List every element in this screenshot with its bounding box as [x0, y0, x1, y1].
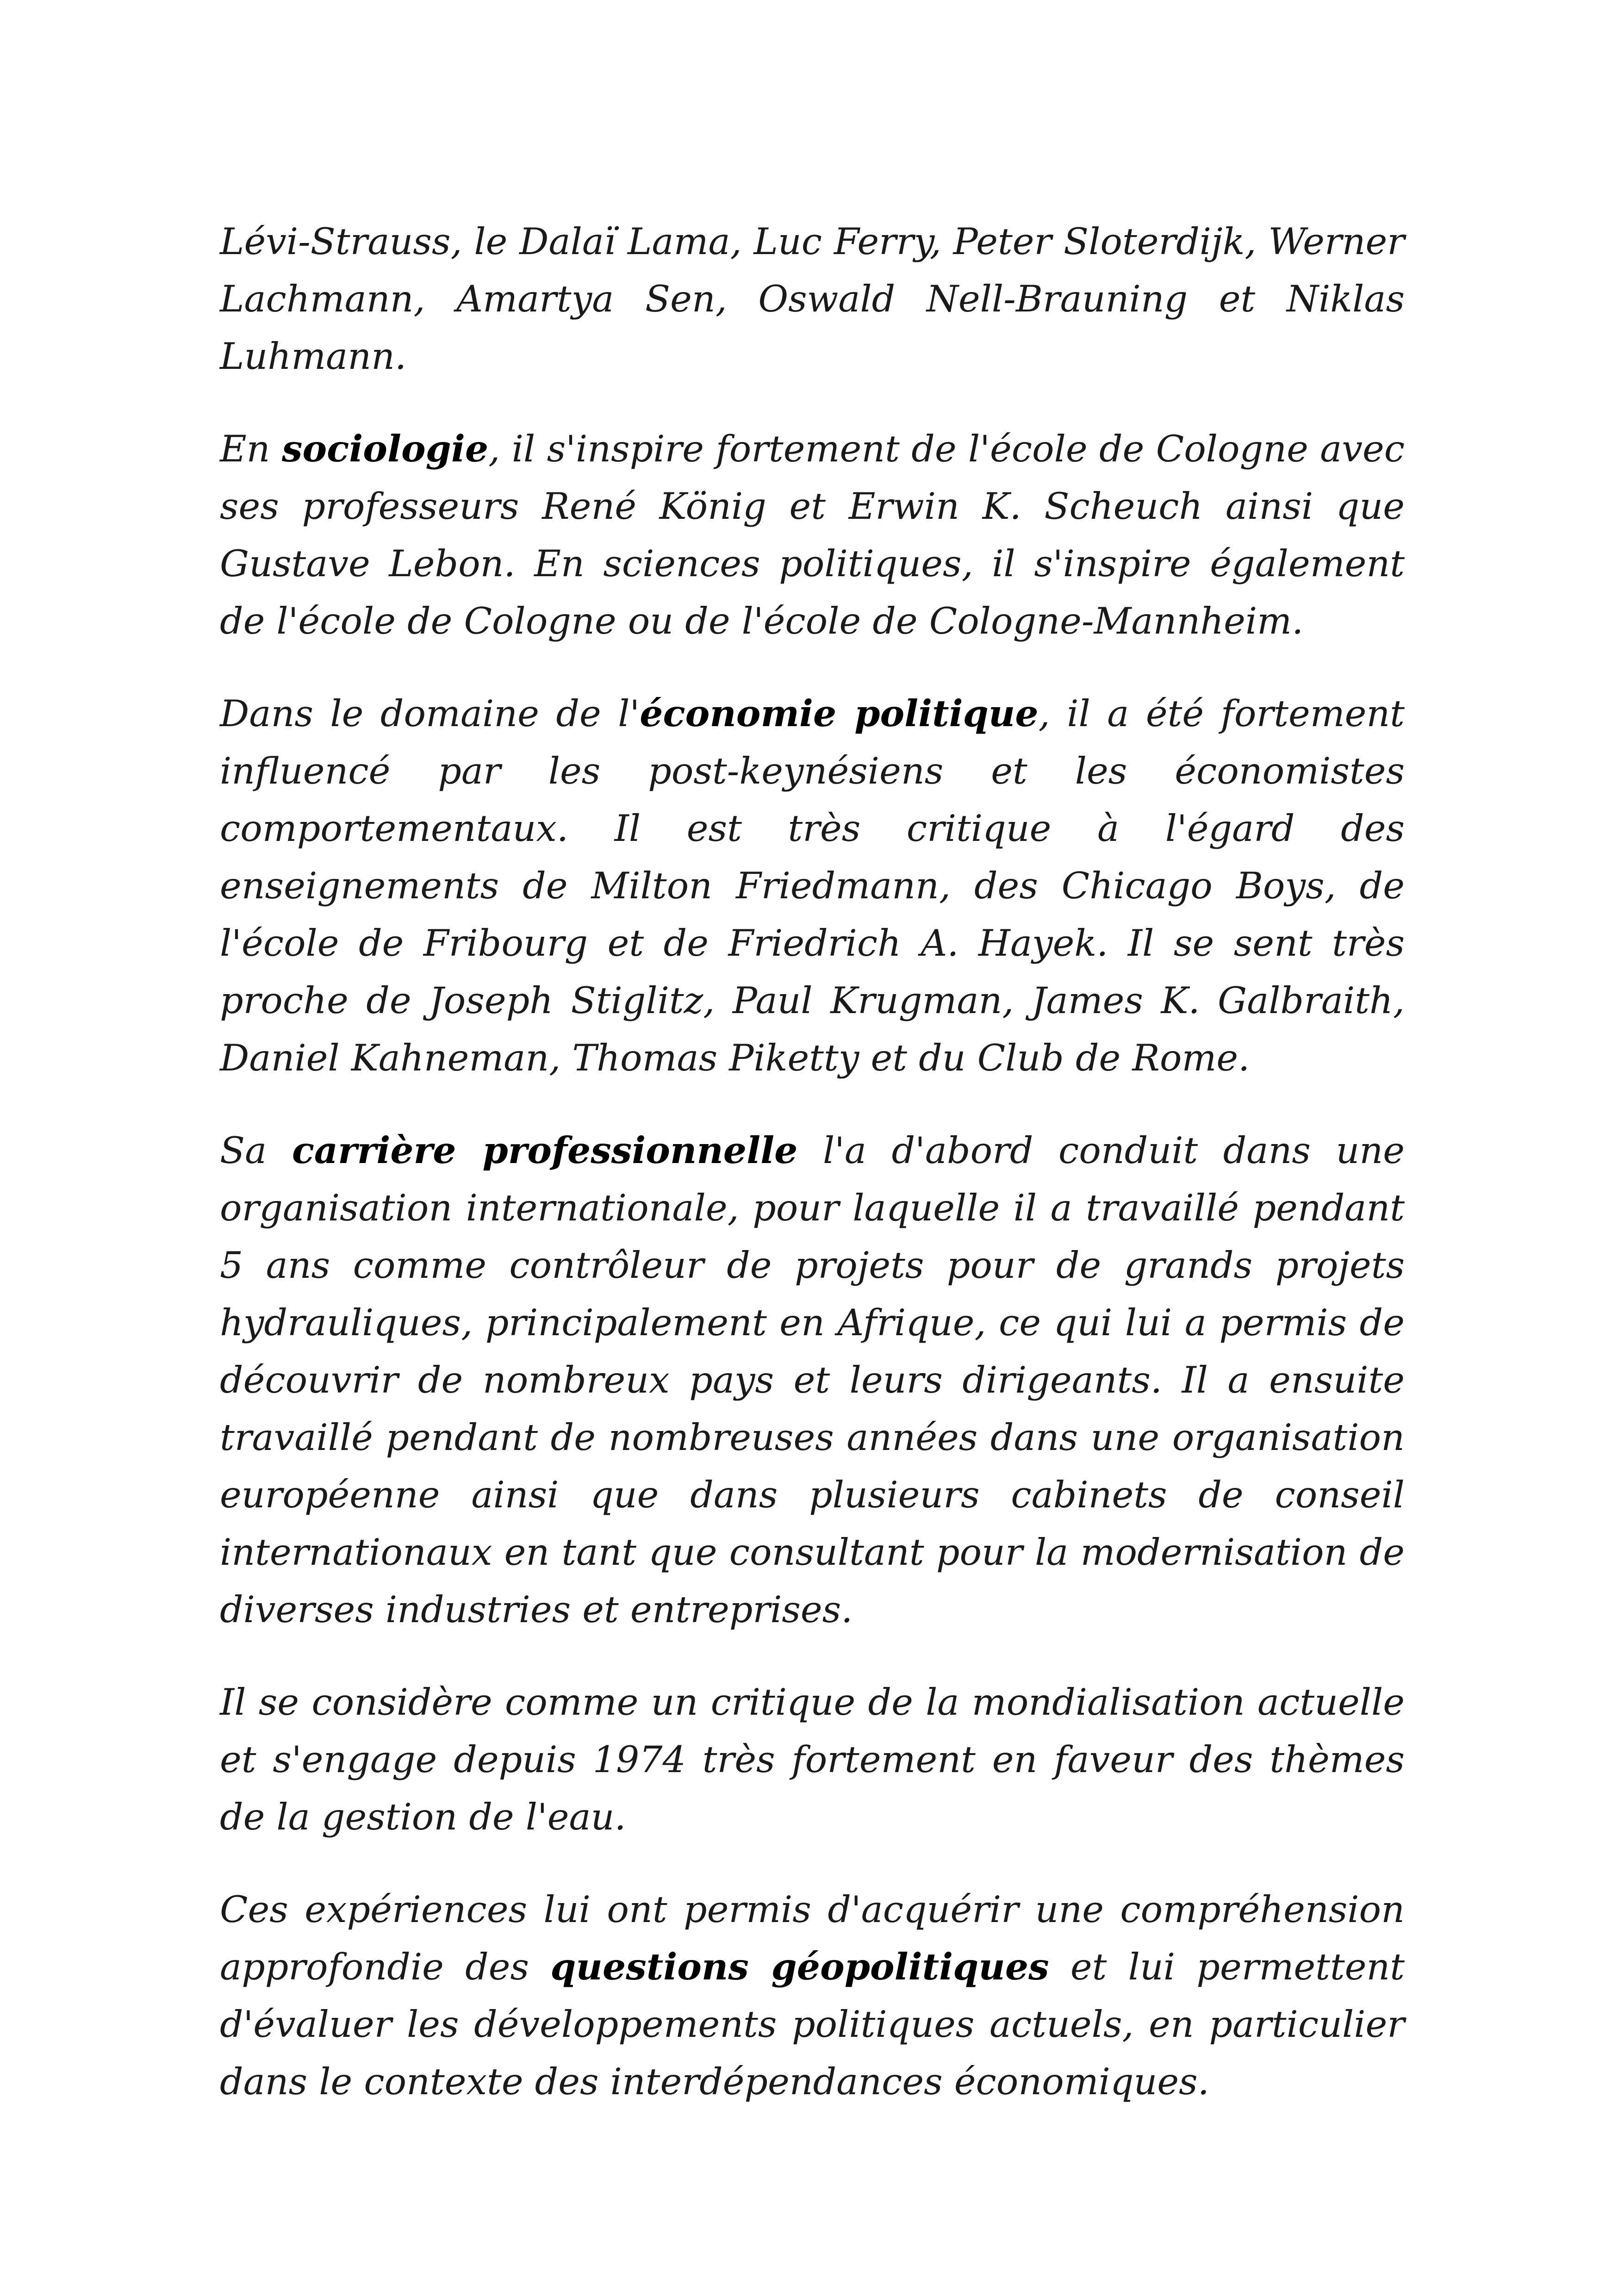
paragraph-geopolitics: [220, 1881, 1405, 2110]
paragraph-text: Ces expériences lui ont permis d'acquérir une compréhension approfondie des: [220, 1888, 1405, 1988]
paragraph-text: Lévi-Strauss, le Dalaï Lama, Luc Ferry, Peter Sloterdijk, Werner Lachmann, Amartya Sen, Oswald Nell-Brauning et Niklas Luhmann.: [220, 220, 1405, 378]
paragraph-globalization: [220, 1674, 1405, 1846]
paragraph-text: En: [220, 428, 282, 470]
paragraph-text: Il se considère comme un critique de la mondialisation actuelle et s'engage depuis 1974 très fortement en faveur des thèmes de la gestion de l'eau.: [220, 1681, 1405, 1838]
paragraph-career: [220, 1122, 1405, 1638]
paragraph-text: et lui permettent d'évaluer les développements politiques actuels, en particulier dans le contexte des interdépendances économiques.: [220, 1946, 1405, 2103]
keyword-questions-geopolitiques: questions géopolitiques: [550, 1945, 1049, 1988]
paragraph-sociology: [220, 420, 1405, 650]
keyword-carriere-professionnelle: carrière professionnelle: [292, 1129, 798, 1172]
document-page: [220, 213, 1405, 2110]
paragraph-text: Sa: [220, 1129, 292, 1172]
paragraph-text: Dans le domaine de l': [220, 692, 640, 735]
keyword-sociologie: sociologie: [282, 427, 489, 470]
paragraph-text: , il s'inspire fortement de l'école de Cologne avec ses professeurs René König et Erwin K. Scheuch ainsi que Gustave Lebon. En sciences politiques, il s'inspire également de l'école de Cologne ou de l'école de Cologne-Mannheim.: [220, 428, 1405, 642]
keyword-economie-politique: économie politique: [640, 692, 1039, 735]
paragraph-text: , il a été fortement influencé par les post-keynésiens et les économistes comportementaux. Il est très critique à l'égard des enseignements de Milton Friedmann, des Chicago Boys, de l'école de Fribourg et de Friedrich A. Hayek. Il se sent très proche de Joseph Stiglitz, Paul Krugman, James K. Galbraith, Daniel Kahneman, Thomas Piketty et du Club de Rome.: [220, 692, 1405, 1079]
paragraph-political-economy: [220, 685, 1405, 1087]
paragraph-text: l'a d'abord conduit dans une organisation internationale, pour laquelle il a travaillé pendant 5 ans comme contrôleur de projets pour de grands projets hydrauliques, principalement en Afrique, ce qui lui a permis de découvrir de nombreux pays et leurs dirigeants. Il a ensuite travaillé pendant de nombreuses années dans une organisation européenne ainsi que dans plusieurs cabinets de conseil internationaux en tant que consultant pour la modernisation de diverses industries et entreprises.: [220, 1129, 1405, 1631]
paragraph-influences-philosophers: [220, 213, 1405, 385]
